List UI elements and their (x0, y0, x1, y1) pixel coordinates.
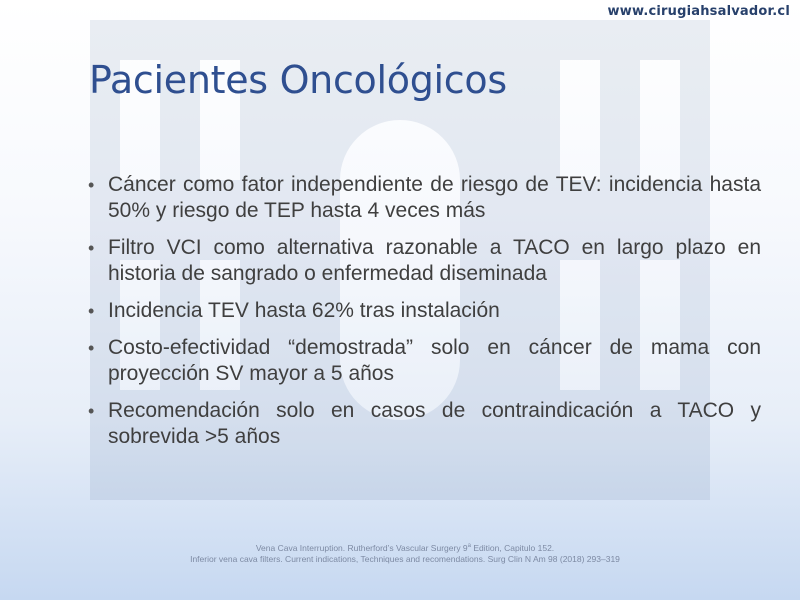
slide-title: Pacientes Oncológicos (89, 58, 507, 102)
bullet-text: Filtro VCI como alternativa razonable a TACO en largo plazo en historia de sangrado o enfermedad diseminada (108, 236, 761, 285)
reference-1-text: Vena Cava Interruption. Rutherford’s Vascular Surgery 9 (255, 542, 468, 553)
reference-1-superscript: a (467, 543, 471, 549)
bullet-item (88, 172, 761, 224)
bullet-dot-icon: • (88, 175, 95, 195)
bullet-text: Costo-efectividad “demostrada” solo en cáncer de mama con proyección SV mayor a 5 años (108, 336, 761, 385)
bullet-item (88, 298, 761, 324)
bullet-item (88, 398, 761, 450)
bullet-dot-icon: • (88, 238, 95, 258)
bullet-item (88, 235, 761, 287)
reference-2: Inferior vena cava filters. Current indications, Techniques and recomendations. Surg Clin N Am 98 (2018) 293–319 (190, 553, 620, 564)
bullet-text: Cáncer como fator independiente de riesgo de TEV: incidencia hasta 50% y riesgo de TEP hasta 4 veces más (108, 173, 761, 222)
bullet-item (88, 335, 761, 387)
reference-1 (140, 541, 670, 554)
bullet-text: Recomendación solo en casos de contraindicación a TACO y sobrevida >5 años (108, 399, 761, 448)
bullet-dot-icon: • (88, 401, 95, 421)
website-url: www.cirugiahsalvador.cl (607, 4, 790, 19)
bullet-text: Incidencia TEV hasta 62% tras instalación (108, 299, 500, 322)
bullet-list (88, 172, 761, 461)
bullet-dot-icon: • (88, 301, 95, 321)
bullet-dot-icon: • (88, 338, 95, 358)
reference-1-text-end: Edition, Capitulo 152. (471, 542, 555, 553)
references-footer (140, 541, 670, 565)
